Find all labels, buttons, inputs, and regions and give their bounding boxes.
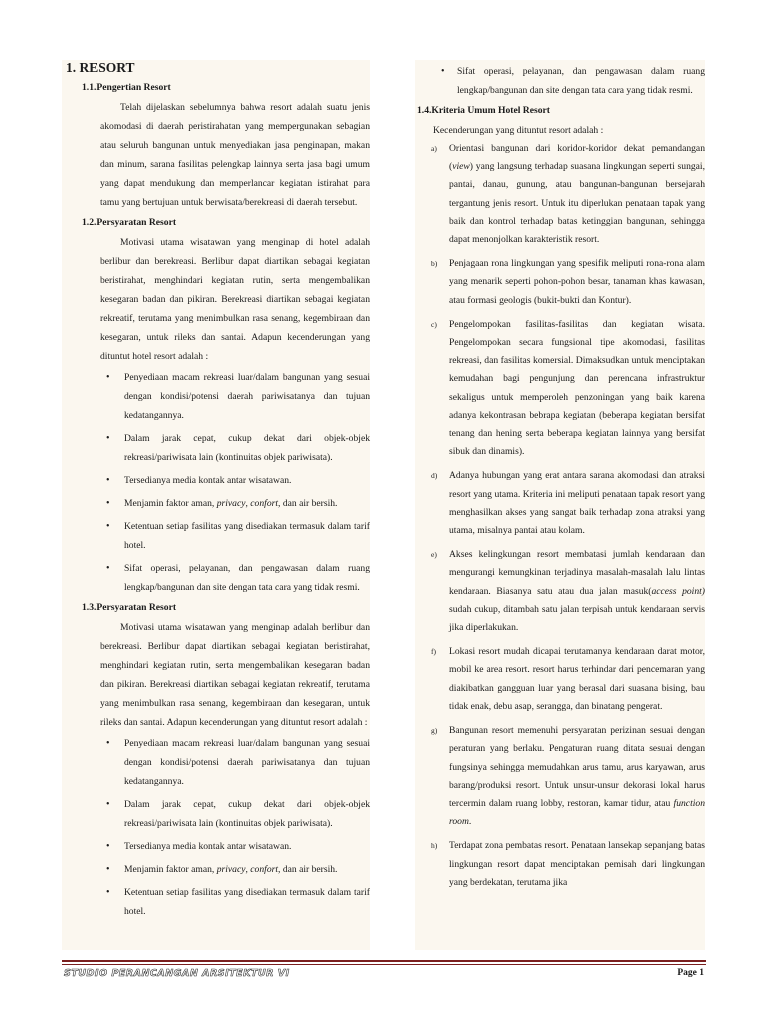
text: sudah cukup, ditambah satu jalan terpisah untuk kendaraan servis jika diperlakukan.: [449, 603, 705, 634]
list-item: • Sifat operasi, pelayanan, dan pengawasan dalam ruang lengkap/bangunan dan site dengan tata cara yang tidak resmi.: [415, 62, 705, 100]
text-italic: access point): [651, 585, 705, 597]
list-item: [415, 546, 705, 637]
paragraph-intro: Kecenderungan yang dituntut resort adalah :: [433, 125, 604, 136]
list-item: • Ketentuan setiap fasilitas yang disediakan termasuk dalam tarif hotel.: [62, 883, 370, 921]
left-column: [62, 60, 370, 950]
paragraph-1-3: Motivasi utama wisatawan yang menginap adalah berlibur dan berekreasi. Berlibur dapat diartikan sebagai kegiatan beristirahat, menghindari kegiatan rutin, serta mengembalikan kesegaran badan dan pikiran. Berekreasi diartikan sebagai kegiatan rekreatif, terutama yang menimbulkan rasa senang, kegembiraan dan kesegaran, untuk rileks dan santai. Adapun kecenderungan yang dituntut resort adalah :: [100, 622, 370, 728]
list-marker: e): [431, 550, 437, 560]
paragraph-1-1: Telah dijelaskan sebelumnya bahwa resort adalah suatu jenis akomodasi di daerah peristirahatan yang mempergunakan sebagian atau seluruh bangunan untuk menyediakan jasa penginapan, makan dan minum, sarana fasilitas pelengkap lainnya serta jasa bagi umum yang dapat mendukung dan memperlancar kegiatan istirahat para tamu yang bertujuan untuk berwisata/berekreasi di daerah tersebut.: [100, 102, 370, 208]
text: , dan air bersih.: [278, 864, 338, 875]
list-item: • Sifat operasi, pelayanan, dan pengawasan dalam ruang lengkap/bangunan dan site dengan tata cara yang tidak resmi.: [62, 559, 370, 597]
text: ,: [245, 864, 251, 875]
text-italic: confort: [250, 498, 279, 509]
footer-rule-thin: [62, 964, 706, 965]
list-marker: g): [431, 726, 438, 736]
text: Bangunan resort memenuhi persyaratan perizinan sesuai dengan peraturan yang berlaku. Pengaturan ruang ditata sesuai dengan fungsinya sehingga memudahkan arus tamu, arus karyawan, arus barang/produksi resort. Untuk unsur-unsur dekorasi lokal harus tercermin dalam ruang lobby, restoran, kamar tidur, atau: [449, 725, 705, 809]
list-item: [415, 316, 705, 462]
criteria-list: [415, 140, 705, 892]
bullet-list-1-3: [62, 734, 370, 921]
list-marker: d): [431, 471, 438, 481]
text-italic: privacy: [216, 864, 246, 875]
section-heading-1-1: 1.1.Pengertian Resort: [82, 82, 171, 93]
list-item: [62, 494, 370, 513]
section-heading-1-3: 1.3.Persyaratan Resort: [82, 602, 177, 613]
list-marker: a): [431, 144, 437, 153]
section-heading-1-4: 1.4.Kriteria Umum Hotel Resort: [417, 105, 550, 116]
text: ) yang langsung terhadap suasana lingkungan seperti sungai, pantai, danau, gunung, atau bangunan-bangunan bersejarah tergantung jenis resort. Untuk itu diperlukan penataan tapak yang baik dan kontrol terhadap batas ketinggian bangunan, sehingga dapat menonjolkan karakteristik resort.: [449, 161, 705, 246]
list-marker: c): [431, 319, 437, 329]
list-item: • Ketentuan setiap fasilitas yang disediakan termasuk dalam tarif hotel.: [62, 517, 370, 555]
paragraph-1-2: Motivasi utama wisatawan yang menginap di hotel adalah berlibur dan berekreasi. Berlibur dapat diartikan sebagai kegiatan beristirahat, menghindari kegiatan rutin, serta mengembalikan kesegaran badan dan pikiran. Berekreasi diartikan sebagai kegiatan rekreatif, terutama yang menimbulkan rasa senang, kegembiraan dan kesegaran, untuk rileks dan santai. Adapun kecenderungan yang dituntut hotel resort adalah :: [100, 237, 370, 362]
list-item: [415, 140, 705, 249]
text: Pengelompokan fasilitas-fasilitas dan kegiatan wisata. Pengelompokan secara fungsional tipe akomodasi, fasilitas rekreasi, dan fasilitas komersial. Dimaksudkan untuk menciptakan kemudahan bagi pengunjung dan perencana infrastruktur sekaligus untuk memperoleh penzoningan yang baik karena adanya kekontrasan bebrapa kegiatan (beberapa kegiatan bersifat tenang dan hening serta beberapa kegiatan lainnya yang bersifat sibuk dan dinamis).: [449, 318, 705, 458]
list-item: [415, 467, 705, 540]
bullet-list-continued: [415, 62, 705, 100]
text: Lokasi resort mudah dicapai terutamanya kendaraan darat motor, mobil ke area resort. resort harus terhindar dari pencemaran yang diakibatkan gangguan luar yang berasal dari suasana bising, bau tidak enak, debu asap, serangga, dan binatang pengerat.: [449, 646, 705, 712]
list-item: • Tersedianya media kontak antar wisatawan.: [62, 837, 370, 856]
list-item: [415, 722, 705, 831]
text: Menjamin faktor aman,: [124, 498, 217, 509]
list-item: • Penyediaan macam rekreasi luar/dalam bangunan yang sesuai dengan kondisi/potensi daerah pariwisatanya dan tujuan kedatangannya.: [62, 734, 370, 791]
list-item: • Penyediaan macam rekreasi luar/dalam bangunan yang sesuai dengan kondisi/potensi daerah pariwisatanya dan tujuan kedatangannya.: [62, 368, 370, 425]
list-item: [415, 643, 705, 716]
text: .: [468, 816, 472, 828]
page-number: Page 1: [677, 968, 704, 978]
text-italic: confort: [250, 864, 279, 875]
text: Orientasi bangunan dari koridor-koridor dekat pemandangan (: [449, 143, 705, 173]
list-item: [62, 860, 370, 879]
text: ,: [245, 498, 251, 509]
text-italic: function room: [449, 797, 705, 828]
text: , dan air bersih.: [278, 498, 338, 509]
text: Adanya hubungan yang erat antara sarana akomodasi dan atraksi resort yang utama. Kriteria ini meliputi penataan tapak resort yang menghasilkan akses yang sangat baik terhadap zona atraksi yang utama, misalnya pantai atau kolam.: [449, 470, 705, 537]
text: Menjamin faktor aman,: [124, 864, 217, 875]
text-italic: view: [452, 161, 470, 173]
list-item: [415, 255, 705, 310]
footer-studio-title: STUDIO PERANCANGAN ARSITEKTUR VI: [64, 968, 290, 979]
list-marker: h): [431, 841, 438, 851]
list-item: • Dalam jarak cepat, cukup dekat dari objek-objek rekreasi/pariwisata lain (kontinuitas objek pariwisata).: [62, 429, 370, 467]
list-item: [415, 837, 705, 892]
text: Akses kelingkungan resort membatasi jumlah kendaraan dan mengurangi kemungkinan terjadinya masalah-masalah lalu lintas kendaraan. Biasanya satu atau dua jalan masuk(: [449, 549, 705, 597]
list-item: • Tersedianya media kontak antar wisatawan.: [62, 471, 370, 490]
bullet-list-1-2: [62, 368, 370, 597]
text: Terdapat zona pembatas resort. Penataan lansekap sepanjang batas lingkungan resort dapat menciptakan pemisah dari lingkungan yang berdekatan, terutama jika: [449, 840, 705, 888]
chapter-title: 1. RESORT: [66, 60, 135, 75]
list-marker: f): [431, 647, 436, 657]
text: Penjagaan rona lingkungan yang spesifik meliputi rona-rona alam yang menarik seperti pohon-pohon besar, tanaman khas kawasan, atau formasi geologis (bukit-bukti dan Kontur).: [449, 258, 705, 306]
footer-rule: [62, 960, 706, 962]
list-marker: b): [431, 259, 438, 269]
list-item: • Dalam jarak cepat, cukup dekat dari objek-objek rekreasi/pariwisata lain (kontinuitas objek pariwisata).: [62, 795, 370, 833]
section-heading-1-2: 1.2.Persyaratan Resort: [82, 217, 177, 228]
right-column: [415, 60, 705, 950]
text-italic: privacy: [216, 498, 246, 509]
